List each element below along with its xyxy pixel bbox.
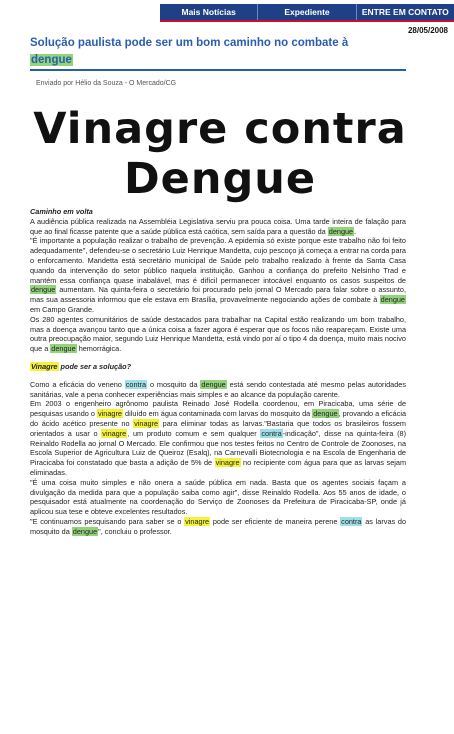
keyword-highlight: dengue xyxy=(31,285,56,295)
paragraph-5 xyxy=(30,399,406,477)
keyword-highlight: dengue xyxy=(328,226,354,236)
p7-text-d: ", concluiu o professor. xyxy=(98,526,172,536)
p7-text-a: "E continuamos pesquisando para saber se o xyxy=(30,516,182,526)
headline-divider xyxy=(30,69,406,71)
keyword-highlight: dengue xyxy=(380,295,405,305)
keyword-highlight: Vinagre xyxy=(31,361,58,371)
byline: Enviado por Hélio da Souza - O Mercado/CG xyxy=(36,80,177,87)
p5-text-e: , um produto comum e sem qualquer xyxy=(127,428,257,438)
p3-text-b: hemorrágica. xyxy=(78,344,122,354)
p2-text-b: aumentam. Na quinta-feira o secretário foi procurado pelo jornal O Mercado para falar sobre o assunto, mas sua assessoria informou que ele estava em Brasília, provavelmente negociando ações de combate à xyxy=(30,285,406,305)
section-title-2-text: pode ser a solução? xyxy=(60,361,132,371)
nav-bar xyxy=(160,4,454,22)
nav-expediente[interactable]: Expediente xyxy=(257,4,355,20)
p4-text-a: Como a eficácia do veneno xyxy=(30,379,122,389)
article-body xyxy=(30,207,406,537)
section-title-1: Caminho em volta xyxy=(30,207,93,216)
keyword-highlight: vinagre xyxy=(185,516,210,526)
p4-text-c: está sendo contestada até mesmo pelas autoridades sanitárias, vale a pena conhecer experiências mais simples e ao alcance da população carente. xyxy=(30,379,406,399)
keyword-highlight: vinagre xyxy=(98,409,122,419)
p2-text-c: em Campo Grande. xyxy=(30,304,95,314)
headline xyxy=(30,35,406,69)
article-title-image xyxy=(30,104,410,204)
keyword-highlight: contra xyxy=(261,428,282,438)
p5-text-f: -indicação", disse na quinta-feira (8) Reinaldo Rodella ao jornal O Mercado. Ele confirmou que nos testes feitos no Centro de Controle de Zoonoses, na Escola Superior de Agricultura Luiz de Queiroz (Esalq), na Carnevalli Biotecnologia e na Escola de Engenharia de Piracicaba foi constatado que basta a adição de 5% de xyxy=(30,428,407,468)
keyword-highlight: contra xyxy=(125,379,147,389)
keyword-highlight: vinagre xyxy=(102,428,127,438)
keyword-highlight: dengue xyxy=(201,379,226,389)
headline-text: Solução paulista pode ser um bom caminho no combate à xyxy=(30,37,349,49)
p3-text-a: Os 280 agentes comunitários de saúde destacados para trabalhar na Capital estão realizando um bom trabalho, mas a doença avançou tanto que a única coisa a fazer agora é esperar que os focos não reapareçam. Existe uma outra preocupação maior, segundo Luiz Henrique Mandetta, está vindo por aí o tipo 4 da doença, muito mais nocivo que a xyxy=(30,314,406,354)
title-line-1: Vinagre contra xyxy=(33,104,407,154)
p2-text-a: "É importante a população realizar o trabalho de prevenção. A epidemia só existe porque este trabalho não foi feito adequadamente", defendeu-se o secretário Luiz Henrique Mandetta, cujo pescoço já começa a entrar na corda para o enforcamento. Mandetta está secretário municipal de Saúde pelo trabalho realizado à frente da Santa Casa quando da intervenção do setor público naquela instituição. Ganhou a confiança do prefeito Nelsinho Trad e mantém essa confiança quase inabalável, mas é difícil permanecer intocável enquanto os casos suspeitos de xyxy=(30,236,406,285)
p4-text-b: o mosquito da xyxy=(149,379,198,389)
section-title-2 xyxy=(30,362,406,372)
nav-mais-noticias[interactable]: Mais Notícias xyxy=(181,7,236,17)
nav-contato[interactable]: ENTRE EM CONTATO xyxy=(356,4,454,20)
paragraph-2 xyxy=(30,236,406,314)
keyword-highlight: dengue xyxy=(51,344,76,354)
keyword-highlight: dengue xyxy=(72,526,98,536)
headline-box xyxy=(30,35,406,69)
paragraph-3 xyxy=(30,315,406,354)
p1-end: . xyxy=(354,226,357,236)
keyword-highlight: contra xyxy=(341,516,362,526)
paragraph-7 xyxy=(30,517,406,537)
p5-text-b: diluído em água contaminada com larvas do mosquito da xyxy=(125,409,311,419)
p7-text-b: pode ser eficiente de maneira perene xyxy=(212,516,338,526)
p7-text-c: as larvas do mosquito da xyxy=(30,516,407,536)
paragraph-4 xyxy=(30,380,406,400)
p5-text-c: , provando a eficácia do ácido acético presente no xyxy=(30,409,407,428)
top-bar xyxy=(0,0,454,22)
p1-text: A audiência pública realizada na Assembléia Legislativa serviu pra pouca coisa. Uma tarde inteira de falação para que ao final ficasse patente que a saúde pública está caótica, sem saída para a questão da xyxy=(30,216,406,236)
publish-date: 28/05/2008 xyxy=(407,26,448,35)
p5-text-d: para eliminar todas as larvas."Bastaria que todos os brasileiros fossem orientados a usar o xyxy=(30,418,407,438)
paragraph-6: "É uma coisa muito simples e não onera a saúde pública em nada. Basta que os agentes sociais façam a divulgação da medida para que a população saiba como agir", disse Reinaldo Rodella. Aos 55 anos de idade, o pesquisador está atualmente na coordenação do Serviço de Zoonoses da Prefeitura de Piracicaba-SP, onde já aplicou sua tese e obteve excelentes resultados. xyxy=(30,477,406,517)
keyword-highlight: vinagre xyxy=(215,458,240,468)
paragraph-1 xyxy=(30,217,406,237)
title-line-2: Dengue xyxy=(123,154,317,204)
p5-text-a: Em 2003 o engenheiro agrônomo paulista Reinado José Rodella coordenou, em Piracicaba, uma série de pesquisas usando o xyxy=(30,399,406,419)
keyword-highlight: dengue xyxy=(313,409,338,419)
keyword-highlight: vinagre xyxy=(134,418,159,428)
p5-text-g: no recipiente com água para que as larvas sejam eliminadas. xyxy=(30,458,407,477)
headline-highlight: dengue xyxy=(31,54,72,66)
